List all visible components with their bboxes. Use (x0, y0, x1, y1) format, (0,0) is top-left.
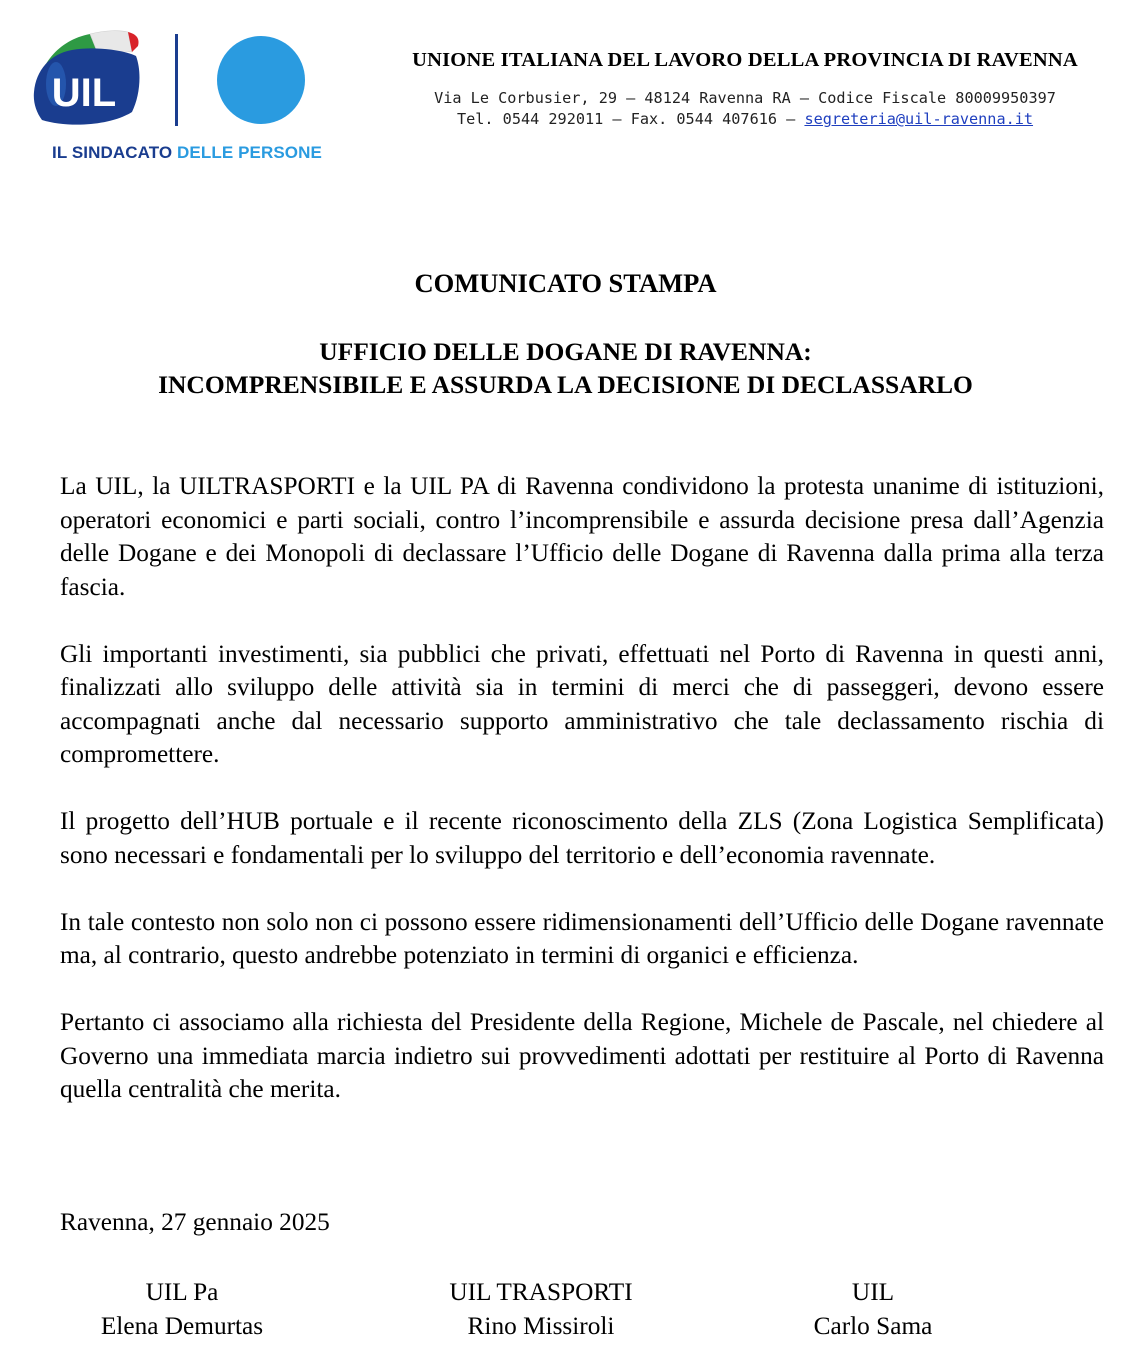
signature-block-uil-pa (32, 1275, 332, 1343)
email-link[interactable]: segreteria@uil-ravenna.it (804, 110, 1034, 128)
signature-org: UIL (851, 1278, 895, 1306)
paragraph: Pertanto ci associamo alla richiesta del Presidente della Regione, Michele de Pascale, nel chiedere al Governo una immediata marcia indietro sui provvedimenti adottati per restituire al Porto di Ravenna quella centralità che merita. (60, 1008, 1104, 1103)
paragraph: Gli importanti investimenti, sia pubblici che privati, effettuati nel Porto di Ravenna in questi anni, finalizzati allo sviluppo delle attività sia in termini di merci che di passeggeri, devono essere accompagnati anche dal necessario supporto amministrativo che tale declassamento rischia di compromettere. (60, 639, 1104, 768)
signature-org: UIL TRASPORTI (449, 1278, 633, 1306)
phone-fax-text: Tel. 0544 292011 – Fax. 0544 407616 – (456, 110, 805, 128)
signature-block-uil (723, 1275, 1023, 1343)
logo-circle (217, 36, 305, 124)
signature-name: Carlo Sama (813, 1312, 933, 1340)
logo-brand-text: UIL (51, 71, 117, 115)
headline-line-1: UFFICIO DELLE DOGANE DI RAVENNA: (319, 337, 812, 366)
logo-divider (175, 34, 178, 126)
phone-fax-line (372, 110, 1118, 128)
organization-name: UNIONE ITALIANA DEL LAVORO DELLA PROVINCIA DI RAVENNA (412, 49, 1078, 71)
paragraph: La UIL, la UILTRASPORTI e la UIL PA di Ravenna condividono la protesta unanime di istituzioni, operatori economici e parti sociali, contro l’incomprensibile e assurda decisione presa dall’Agenzia delle Dogane e dei Monopoli di declassare l’Ufficio delle Dogane di Ravenna dalla prima alla terza fascia. (60, 472, 1104, 601)
address-line: Via Le Corbusier, 29 – 48124 Ravenna RA – Codice Fiscale 80009950397 (434, 89, 1056, 107)
signature-org: UIL Pa (145, 1278, 219, 1306)
place-date: Ravenna, 27 gennaio 2025 (60, 1208, 330, 1236)
signature-name: Elena Demurtas (100, 1312, 264, 1340)
body-text (60, 470, 1104, 1140)
signature-block-uil-trasporti (391, 1275, 691, 1343)
document-type-title: COMUNICATO STAMPA (414, 268, 717, 298)
logo-tagline-part2: DELLE PERSONE (177, 143, 322, 162)
logo-tagline-part1: IL SINDACATO (52, 143, 178, 162)
logo-tagline (52, 143, 322, 163)
headline-line-2: INCOMPRENSIBILE E ASSURDA LA DECISIONE DI DECLASSARLO (158, 370, 973, 399)
paragraph: Il progetto dell’HUB portuale e il recente riconoscimento della ZLS (Zona Logistica Semplificata) sono necessari e fondamentali per lo sviluppo del territorio e dell’economia ravennate. (60, 807, 1104, 869)
signature-name: Rino Missiroli (467, 1312, 615, 1340)
paragraph: In tale contesto non solo non ci possono essere ridimensionamenti dell’Ufficio delle Dogane ravennate ma, al contrario, questo andrebbe potenziato in termini di organici e efficienza. (60, 907, 1104, 969)
